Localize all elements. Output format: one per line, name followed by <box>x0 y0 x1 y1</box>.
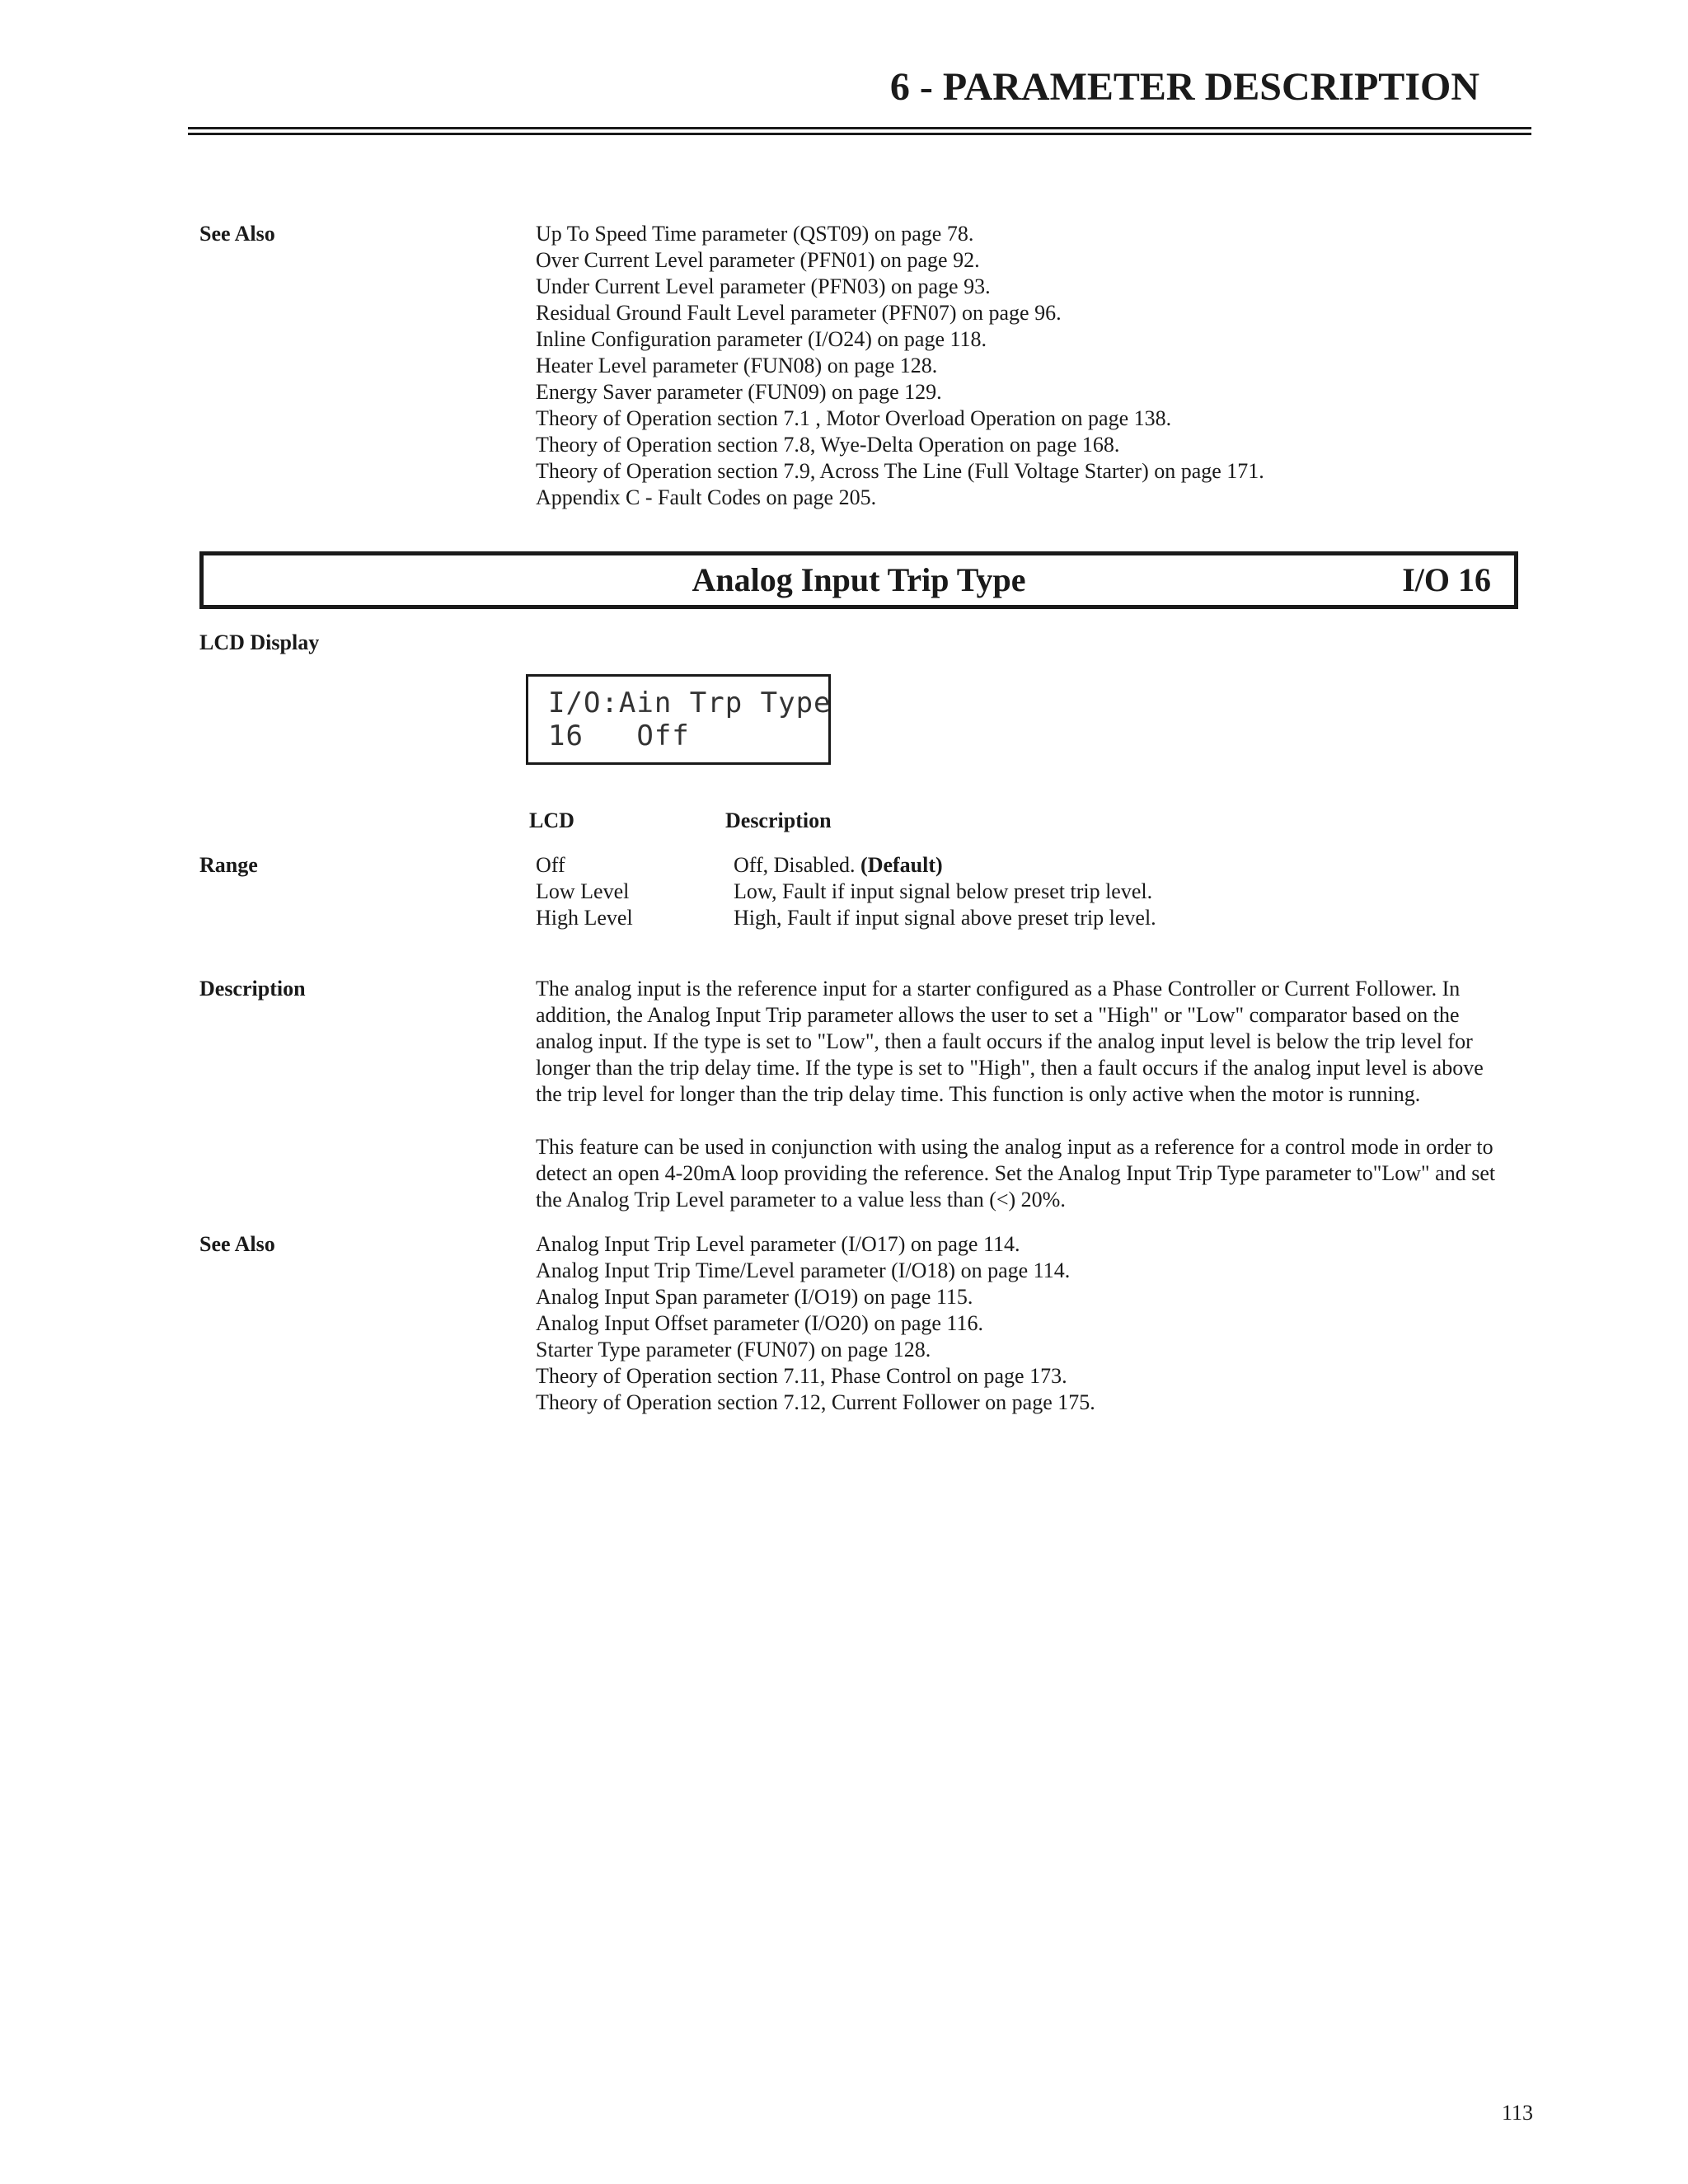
list-item: Heater Level parameter (FUN08) on page 128. <box>536 354 938 377</box>
parameter-code: I/O 16 <box>1402 561 1491 598</box>
range-row-lcd: High Level <box>536 906 633 930</box>
range-col-description-header: Description <box>725 808 832 832</box>
see-also-list <box>536 1231 1525 1416</box>
parameter-title-box <box>199 551 1518 609</box>
range-row-description: High, Fault if input signal above preset trip level. <box>734 906 1156 930</box>
list-item: Theory of Operation section 7.8, Wye-Delta Operation on page 168. <box>536 433 1120 457</box>
list-item: Analog Input Trip Level parameter (I/O17) on page 114. <box>536 1232 1020 1256</box>
page-number: 113 <box>1501 2101 1533 2125</box>
list-item: Starter Type parameter (FUN07) on page 128. <box>536 1338 931 1361</box>
list-item: Theory of Operation section 7.1 , Motor Overload Operation on page 138. <box>536 406 1172 430</box>
list-item: Analog Input Trip Time/Level parameter (I/O18) on page 114. <box>536 1258 1071 1282</box>
list-item: Under Current Level parameter (PFN03) on page 93. <box>536 274 991 298</box>
description-label: Description <box>199 977 306 1001</box>
chapter-title: 6 - PARAMETER DESCRIPTION <box>889 65 1479 109</box>
list-item: Theory of Operation section 7.9, Across The Line (Full Voltage Starter) on page 171. <box>536 459 1264 483</box>
parameter-title: Analog Input Trip Type <box>692 561 1026 598</box>
description-body <box>536 976 1513 1213</box>
list-item: Theory of Operation section 7.11, Phase Control on page 173. <box>536 1364 1067 1388</box>
list-item: Over Current Level parameter (PFN01) on page 92. <box>536 248 980 272</box>
range-row-description: Low, Fault if input signal below preset trip level. <box>734 879 1153 903</box>
header-rule-bottom <box>188 133 1531 135</box>
default-note: (Default) <box>860 853 943 877</box>
lcd-line-1: I/O:Ain Trp Type <box>548 687 832 719</box>
lcd-screen <box>526 674 831 765</box>
list-item: Analog Input Offset parameter (I/O20) on page 116. <box>536 1311 983 1335</box>
range-row-description-text: Off, Disabled. <box>734 853 856 877</box>
range-row-lcd: Low Level <box>536 879 630 903</box>
lcd-display-label: LCD Display <box>199 630 320 654</box>
header-rule-top <box>188 127 1531 129</box>
lcd-line-2: 16 Off <box>548 719 690 752</box>
see-also-label: See Also <box>199 1232 275 1256</box>
range-row-description <box>734 852 943 879</box>
range-row-lcd: Off <box>536 853 565 877</box>
list-item: Up To Speed Time parameter (QST09) on page 78. <box>536 222 974 246</box>
see-also-list <box>536 221 1525 511</box>
list-item: Inline Configuration parameter (I/O24) on page 118. <box>536 327 987 351</box>
description-paragraph-2: This feature can be used in conjunction with using the analog input as a reference for a control mode in order to detect an open 4-20mA loop providing the reference. Set the Analog Input Trip Type parameter to"Low" and set the Analog Trip Level parameter to a value less than (<) 20%. <box>536 1135 1496 1212</box>
list-item: Theory of Operation section 7.12, Current Follower on page 175. <box>536 1390 1095 1414</box>
range-label: Range <box>199 853 258 877</box>
description-paragraph-1: The analog input is the reference input for a starter configured as a Phase Controller or Current Follower. In addition, the Analog Input Trip parameter allows the user to set a "High" or "Low" comparator based on the analog input. If the type is set to "Low", then a fault occurs if the analog input level is below the trip level for longer than the trip delay time. If the type is set to "High", then a fault occurs if the analog input level is above the trip level for longer than the trip delay time. This function is only active when the motor is running. <box>536 977 1484 1106</box>
list-item: Residual Ground Fault Level parameter (PFN07) on page 96. <box>536 301 1062 325</box>
list-item: Energy Saver parameter (FUN09) on page 129. <box>536 380 942 404</box>
list-item: Appendix C - Fault Codes on page 205. <box>536 485 877 509</box>
see-also-label: See Also <box>199 222 275 246</box>
list-item: Analog Input Span parameter (I/O19) on page 115. <box>536 1285 973 1309</box>
range-col-lcd-header: LCD <box>529 808 574 832</box>
